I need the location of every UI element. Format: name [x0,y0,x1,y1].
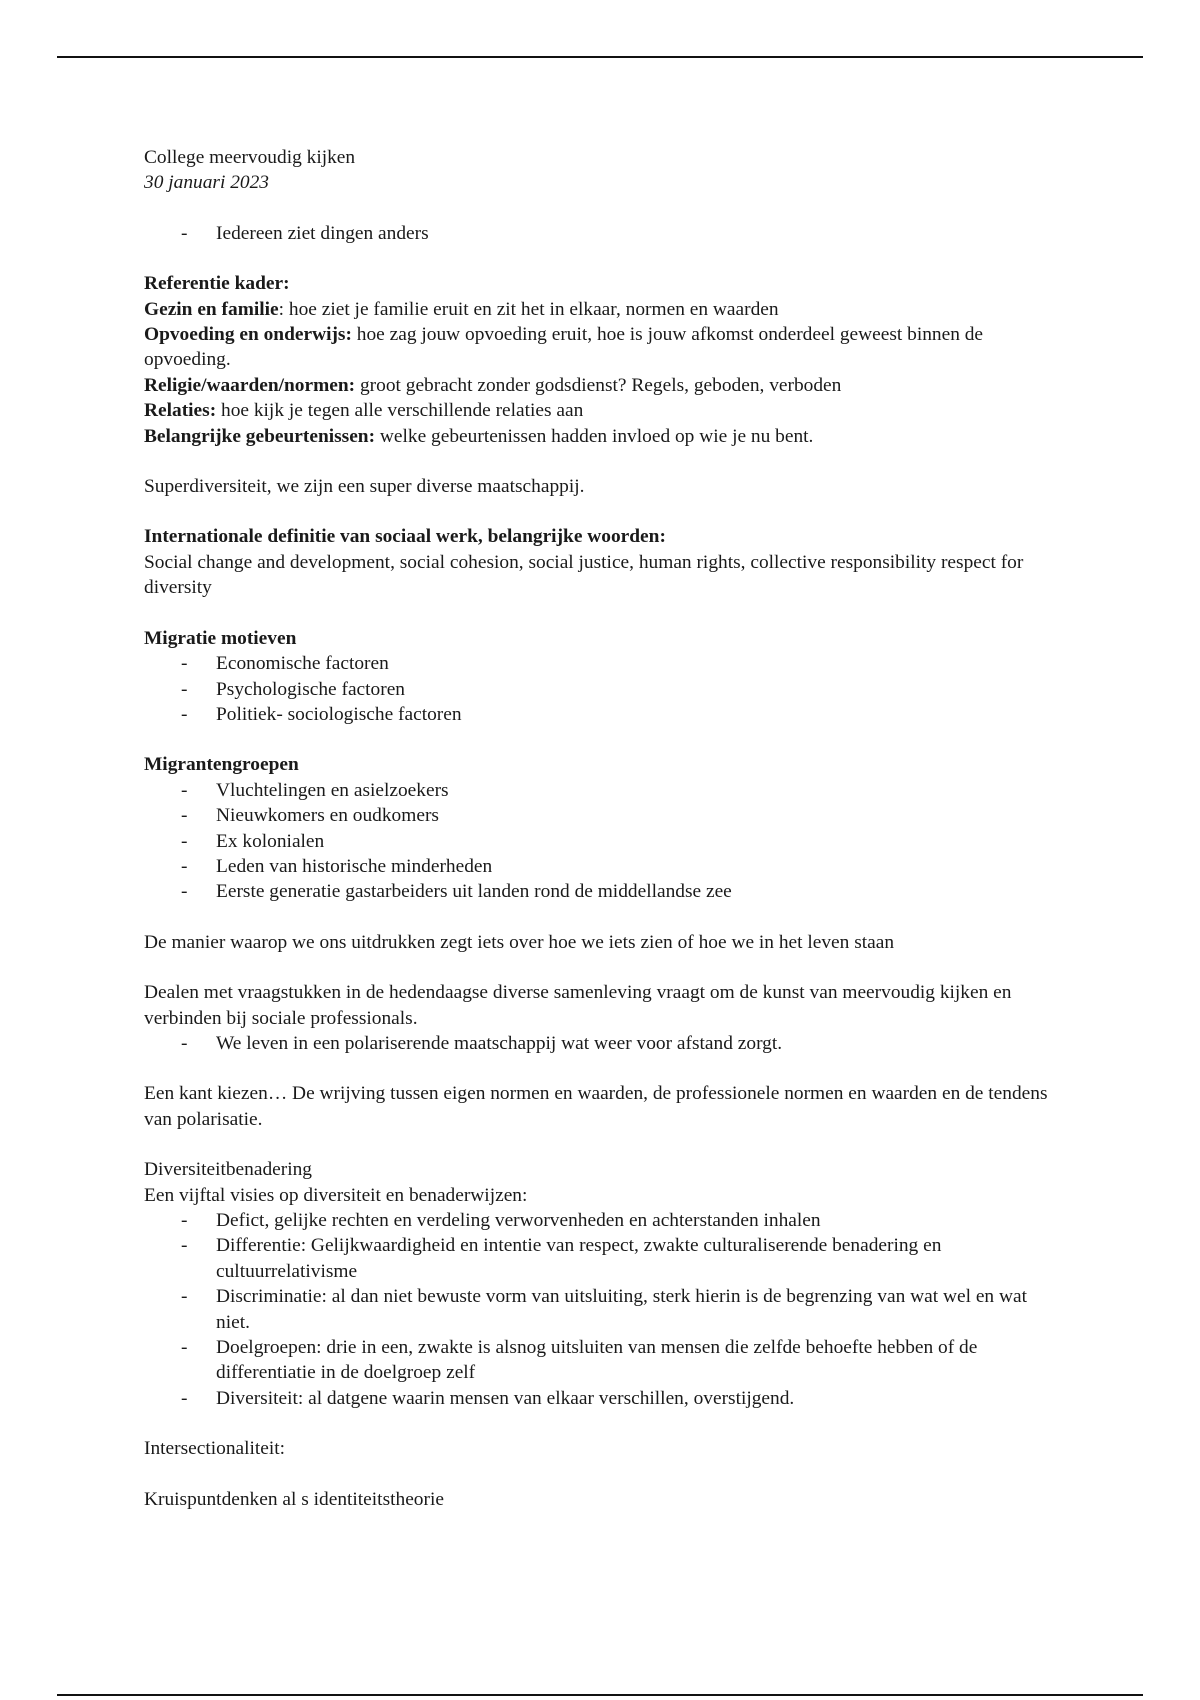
dealen-paragraph: Dealen met vraagstukken in de hedendaagse diverse samenleving vraagt om de kunst van meervoudig kijken en verbinden bij sociale professionals. [144,982,1012,1029]
migratie-list [144,651,1064,727]
intersectionaliteit-paragraph: Intersectionaliteit: [144,1438,286,1460]
top-rule [57,56,1143,58]
referentie-item: Relaties: hoe kijk je tegen alle verschillende relaties aan [144,400,584,422]
list-item: - Eerste generatie gastarbeiders uit landen rond de middellandse zee [144,879,1064,904]
list-item: - Vluchtelingen en asielzoekers [144,778,1064,803]
list-item: - Leden van historische minderheden [144,854,1064,879]
migrantengroepen-heading: Migrantengroepen [144,754,299,776]
referentie-item: Belangrijke gebeurtenissen: welke gebeurtenissen hadden invloed op wie je nu bent. [144,425,814,447]
migrantengroepen-list [144,778,1064,905]
intro-bullets [144,221,1064,246]
document-date: 30 januari 2023 [144,172,269,194]
kruispunt-paragraph: Kruispuntdenken al s identiteitstheorie [144,1488,444,1510]
kant-paragraph: Een kant kiezen… De wrijving tussen eigen normen en waarden, de professionele normen en waarden en de tendens van polarisatie. [144,1083,1048,1130]
list-item: - Economische factoren [144,651,1064,676]
document-page [144,145,1064,1512]
migratie-heading: Migratie motieven [144,627,297,649]
referentie-item: Gezin en familie: hoe ziet je familie eruit en zit het in elkaar, normen en waarden [144,298,779,320]
referentie-heading: Referentie kader: [144,273,290,295]
list-item: - Defict, gelijke rechten en verdeling verworvenheden en achterstanden inhalen [144,1208,1064,1233]
list-item: - Nieuwkomers en oudkomers [144,803,1064,828]
diversiteit-subheading: Een vijftal visies op diversiteit en benaderwijzen: [144,1184,528,1206]
bottom-rule [57,1694,1143,1696]
list-item: - Psychologische factoren [144,677,1064,702]
list-item: - Differentie: Gelijkwaardigheid en intentie van respect, zwakte culturaliserende benadering en cultuurrelativisme [144,1233,1064,1284]
list-item: - Iedereen ziet dingen anders [144,221,1064,246]
list-item: - Ex kolonialen [144,829,1064,854]
document-title: College meervoudig kijken [144,147,356,168]
diversiteit-heading: Diversiteitbenadering [144,1159,312,1181]
list-item: - Discriminatie: al dan niet bewuste vorm van uitsluiting, sterk hierin is de begrenzing van wat wel en wat niet. [144,1284,1064,1335]
referentie-item: Opvoeding en onderwijs: hoe zag jouw opvoeding eruit, hoe is jouw afkomst onderdeel geweest binnen de opvoeding. [144,324,984,371]
list-item: - Doelgroepen: drie in een, zwakte is alsnog uitsluiten van mensen die zelfde behoefte hebben of de differentiatie in de doelgroep zelf [144,1335,1064,1386]
list-item: - Diversiteit: al datgene waarin mensen van elkaar verschillen, overstijgend. [144,1386,1064,1411]
internationale-paragraph: Social change and development, social cohesion, social justice, human rights, collective responsibility respect for diversity [144,551,1024,599]
manier-paragraph: De manier waarop we ons uitdrukken zegt iets over hoe we iets zien of hoe we in het leven staan [144,931,895,953]
list-item: - We leven in een polariserende maatschappij wat weer voor afstand zorgt. [144,1031,1064,1056]
referentie-item: Religie/waarden/normen: groot gebracht zonder godsdienst? Regels, geboden, verboden [144,374,842,396]
list-item: - Politiek- sociologische factoren [144,702,1064,727]
internationale-heading: Internationale definitie van sociaal werk, belangrijke woorden: [144,526,666,548]
superdiversiteit-paragraph: Superdiversiteit, we zijn een super diverse maatschappij. [144,476,585,498]
diversiteit-list [144,1208,1064,1411]
dealen-list [144,1031,1064,1056]
